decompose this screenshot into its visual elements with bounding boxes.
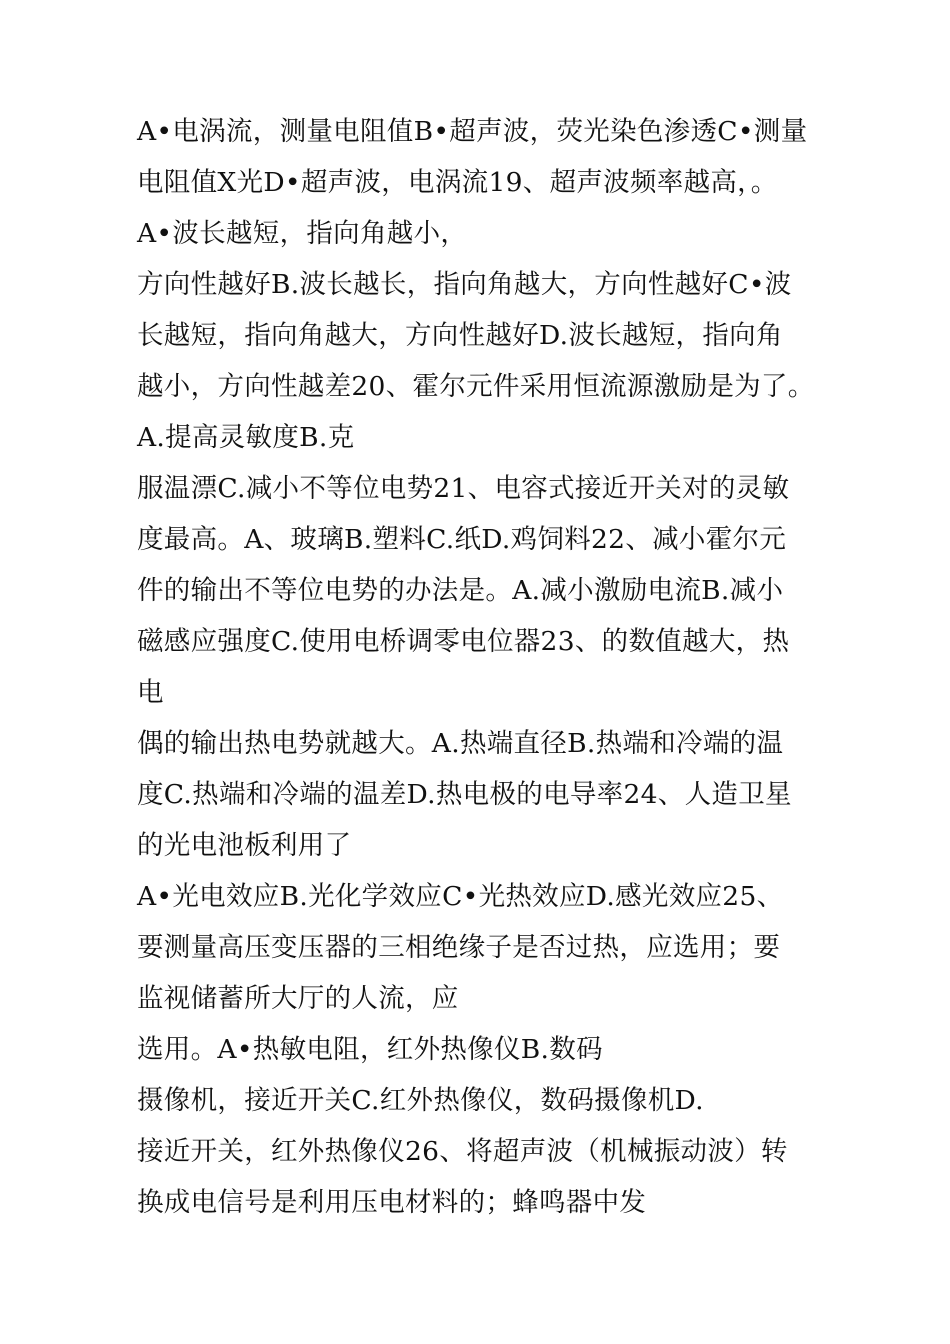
text-line: 换成电信号是利用压电材料的；蜂鸣器中发 [137, 1187, 647, 1218]
text-line: 选用。A•热敏电阻，红外热像仪B.数码 [137, 1034, 603, 1065]
text-line: 偶的输出热电势就越大。A.热端直径B.热端和冷端的温 [137, 728, 784, 759]
text-line: 接近开关，红外热像仪26、将超声波（机械振动波）转 [137, 1136, 788, 1167]
text-line: A.提高灵敏度B.克 [137, 422, 355, 453]
text-line: 磁感应强度C.使用电桥调零电位器23、的数值越大，热 [137, 626, 790, 657]
text-line: 越小，方向性越差20、霍尔元件采用恒流源激励是为了。 [137, 371, 815, 402]
text-line: 件的输出不等位电势的办法是。A.减小激励电流B.减小 [137, 575, 784, 606]
text-line: 电阻值X光D•超声波，电涡流19、超声波频率越高，。 [137, 167, 778, 198]
body-text [137, 106, 897, 1228]
text-line: 度最高。A、玻璃B.塑料C.纸D.鸡饲料22、减小霍尔元 [137, 524, 787, 555]
text-line: 方向性越好B.波长越长，指向角越大，方向性越好C•波 [137, 269, 792, 300]
text-line: A•光电效应B.光化学效应C•光热效应D.感光效应25、 [137, 881, 784, 912]
text-line: 服温漂C.减小不等位电势21、电容式接近开关对的灵敏 [137, 473, 790, 504]
text-line: 电 [137, 677, 164, 708]
text-line: 的光电池板利用了 [137, 830, 352, 861]
text-line: 度C.热端和冷端的温差D.热电极的电导率24、人造卫星 [137, 779, 792, 810]
text-line: 长越短，指向角越大，方向性越好D.波长越短，指向角 [137, 320, 783, 351]
text-line: 摄像机，接近开关C.红外热像仪，数码摄像机D. [137, 1085, 704, 1116]
text-line: A•波长越短，指向角越小， [137, 218, 468, 249]
text-line: 监视储蓄所大厅的人流，应 [137, 983, 459, 1014]
text-line: A•电涡流，测量电阻值B•超声波，荧光染色渗透C•测量 [137, 116, 808, 147]
text-line: 要测量高压变压器的三相绝缘子是否过热，应选用；要 [137, 932, 781, 963]
